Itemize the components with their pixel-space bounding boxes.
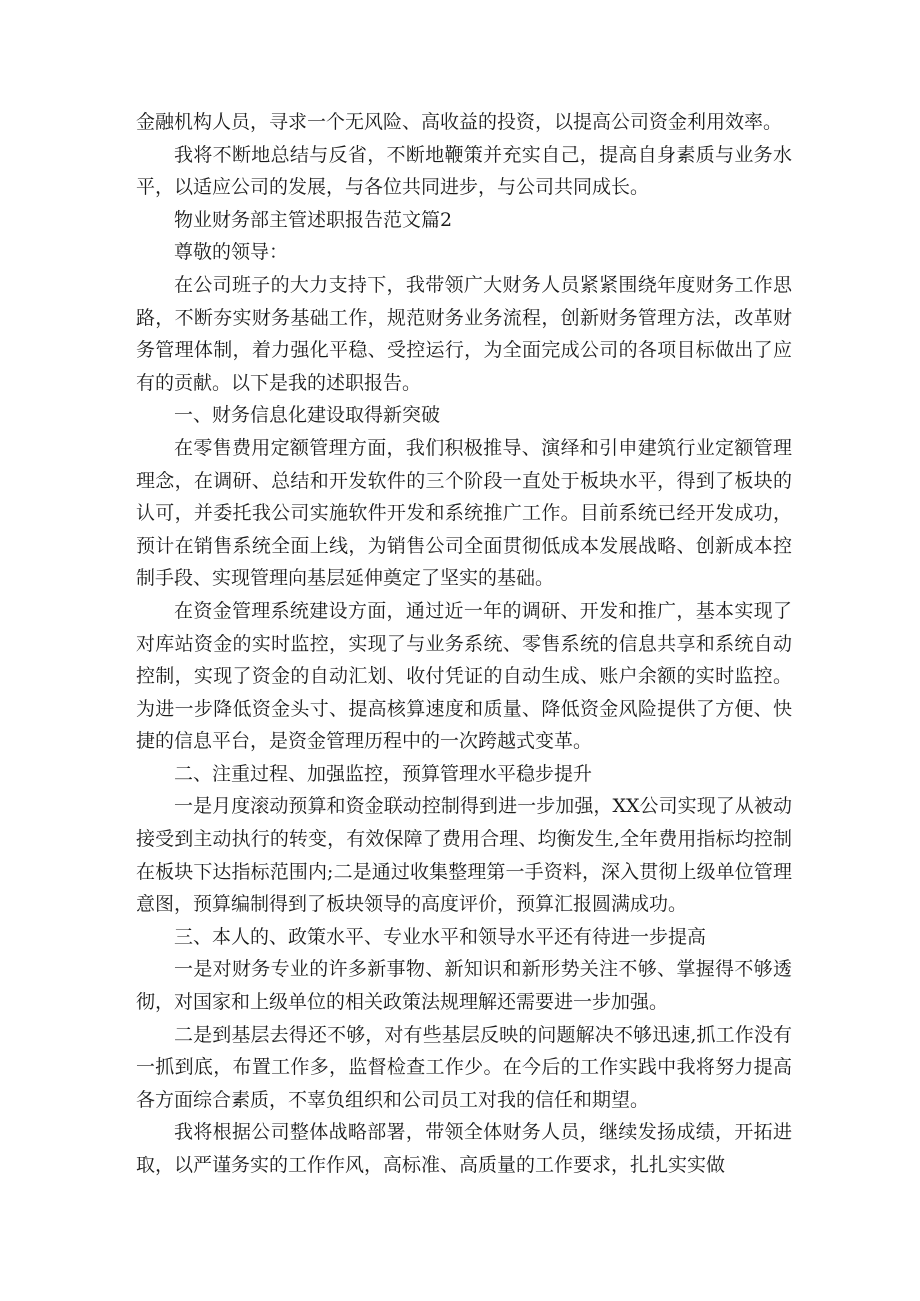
- section-title: 物业财务部主管述职报告范文篇2: [174, 208, 453, 231]
- document-body: [136, 106, 792, 1182]
- paragraph-body: 一是对财务专业的许多新事物、新知识和新形势关注不够、掌握得不够透彻，对国家和上级单位的相关政策法规理解还需要进一步加强。: [136, 958, 792, 1014]
- heading-2: 二、注重过程、加强监控，预算管理水平稳步提升: [174, 762, 593, 785]
- paragraph-body: 我将根据公司整体战略部署，带领全体财务人员，继续发扬成绩，开拓进取，以严谨务实的工作作风，高标准、高质量的工作要求，扎扎实实做: [136, 1121, 792, 1176]
- heading-1: 一、财务信息化建设取得新突破: [174, 404, 441, 427]
- salutation: 尊敬的领导：: [174, 241, 289, 264]
- paragraph-body: 一是月度滚动预算和资金联动控制得到进一步加强，XX公司实现了从被动接受到主动执行的转变，有效保障了费用合理、均衡发生,全年费用指标均控制在板块下达指标范围内;二是通过收集整理第一手资料，深入贯彻上级单位管理意图，预算编制得到了板块领导的高度评价，预算汇报圆满成功。: [136, 795, 792, 916]
- paragraph-body: 二是到基层去得还不够，对有些基层反映的问题解决不够迅速,抓工作没有一抓到底，布置工作多，监督检查工作少。在今后的工作实践中我将努力提高各方面综合素质，不辜负组织和公司员工对我的信任和期望。: [136, 1023, 792, 1111]
- paragraph-body: 在资金管理系统建设方面，通过近一年的调研、开发和推广，基本实现了对库站资金的实时监控，实现了与业务系统、零售系统的信息共享和系统自动控制，实现了资金的自动汇划、收付凭证的自动生成、账户余额的实时监控。为进一步降低资金头寸、提高核算速度和质量、降低资金风险提供了方便、快捷的信息平台，是资金管理历程中的一次跨越式变革。: [136, 599, 792, 753]
- heading-3: 三、本人的、政策水平、专业水平和领导水平还有待进一步提高: [174, 925, 707, 948]
- paragraph-body: 在零售费用定额管理方面，我们积极推导、演绎和引申建筑行业定额管理理念，在调研、总结和开发软件的三个阶段一直处于板块水平，得到了板块的认可，并委托我公司实施软件开发和系统推广工作。目前系统已经开发成功，预计在销售系统全面上线，为销售公司全面贯彻低成本发展战略、创新成本控制手段、实现管理向基层延伸奠定了坚实的基础。: [136, 436, 792, 590]
- paragraph-closing-remark: 我将不断地总结与反省，不断地鞭策并充实自己，提高自身素质与业务水平，以适应公司的发展，与各位共同进步，与公司共同成长。: [136, 143, 792, 199]
- paragraph-continuation: 金融机构人员，寻求一个无风险、高收益的投资，以提高公司资金利用效率。: [136, 111, 783, 133]
- paragraph-intro: 在公司班子的大力支持下，我带领广大财务人员紧紧围绕年度财务工作思路，不断夯实财务基础工作，规范财务业务流程，创新财务管理方法，改革财务管理体制，着力强化平稳、受控运行，为全面完成公司的各项目标做出了应有的贡献。以下是我的述职报告。: [136, 273, 792, 394]
